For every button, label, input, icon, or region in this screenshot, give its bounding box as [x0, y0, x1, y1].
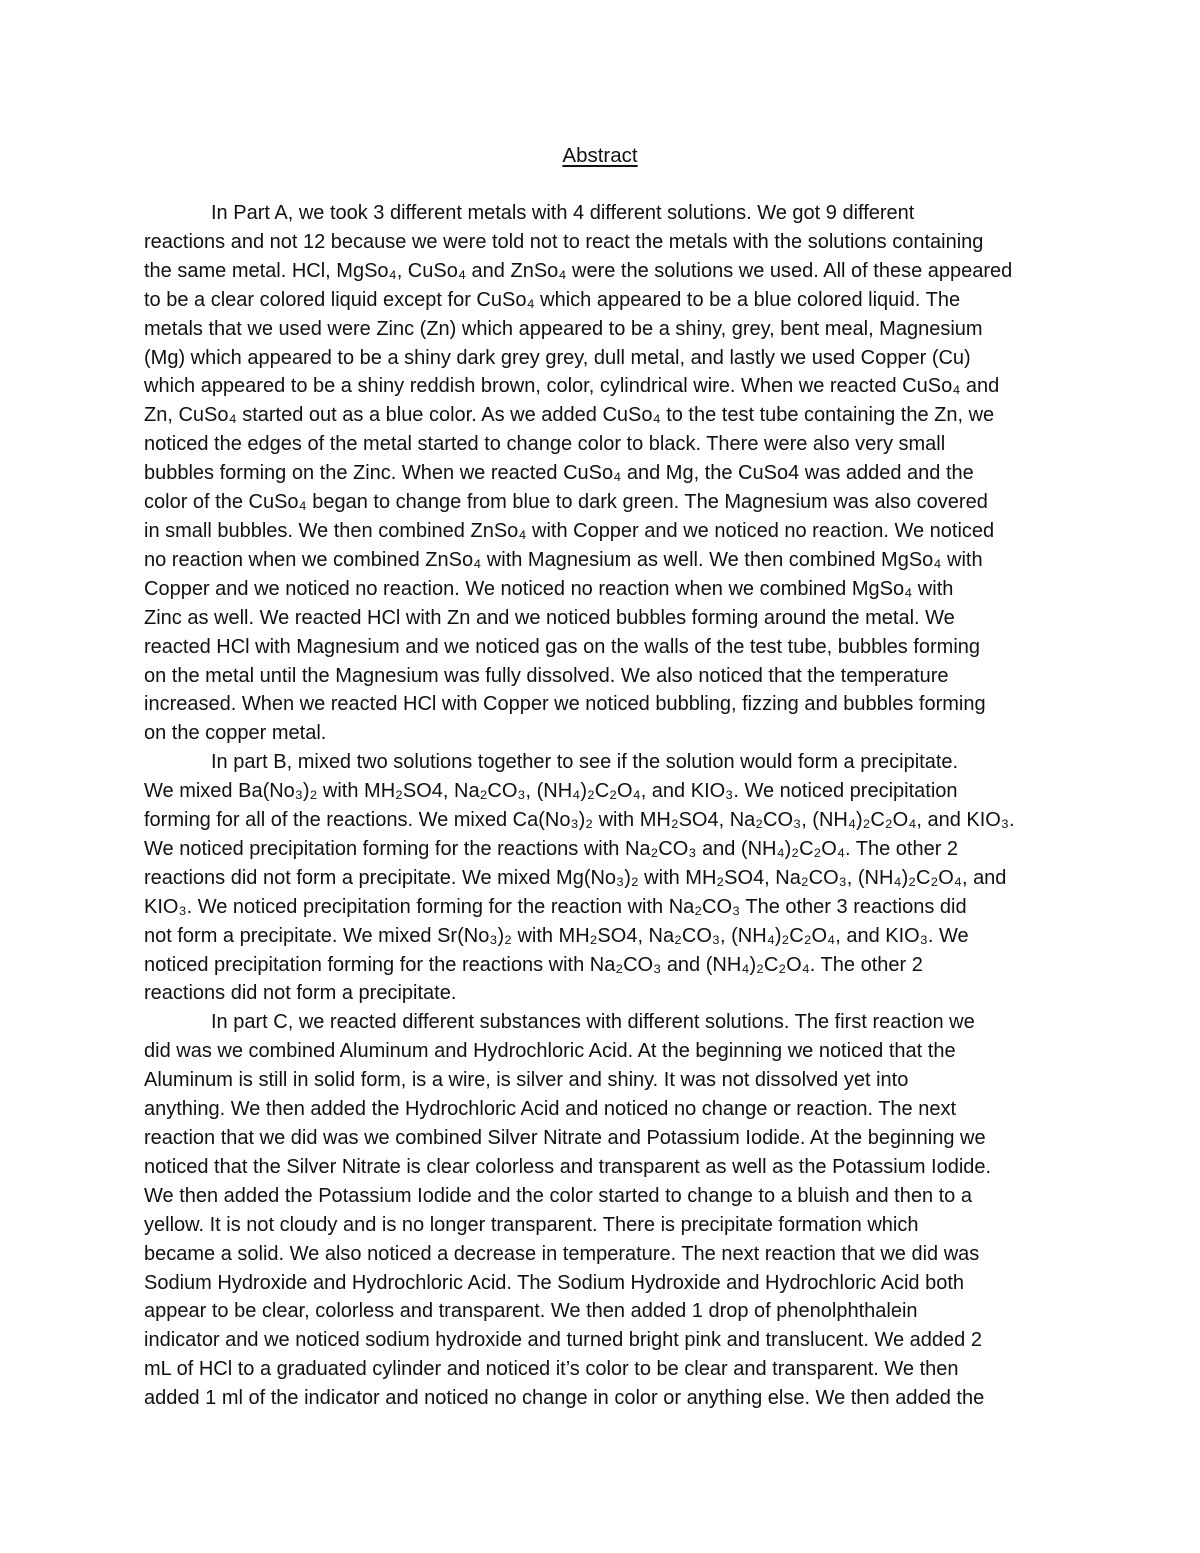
document-title [0, 141, 1200, 170]
paragraph-part-a: In Part A, we took 3 different metals with 4 different solutions. We got 9 different reactions and not 12 because we were told not to react the metals with the solutions containing the same metal. HCl, MgSo₄, CuSo₄ and ZnSo₄ were the solutions we used. All of these appeared to be a clear colored liquid except for CuSo₄ which appeared to be a blue colored liquid. The metals that we used were Zinc (Zn) which appeared to be a shiny, grey, bent meal, Magnesium (Mg) which appeared to be a shiny dark grey grey, dull metal, and lastly we used Copper (Cu) which appeared to be a shiny reddish brown, color, cylindrical wire. When we reacted CuSo₄ and Zn, CuSo₄ started out as a blue color. As we added CuSo₄ to the test tube containing the Zn, we noticed the edges of the metal started to change color to black. There were also very small bubbles forming on the Zinc. When we reacted CuSo₄ and Mg, the CuSo4 was added and the color of the CuSo₄ began to change from blue to dark green. The Magnesium was also covered in small bubbles. We then combined ZnSo₄ with Copper and we noticed no reaction. We noticed no reaction when we combined ZnSo₄ with Magnesium as well. We then combined MgSo₄ with Copper and we noticed no reaction. We noticed no reaction when we combined MgSo₄ with Zinc as well. We reacted HCl with Zn and we noticed bubbles forming around the metal. We reacted HCl with Magnesium and we noticed gas on the walls of the test tube, bubbles forming on the metal until the Magnesium was fully dissolved. We also noticed that the temperature increased. When we reacted HCl with Copper we noticed bubbling, fizzing and bubbles forming on the copper metal. [144, 202, 1013, 745]
paragraph-part-b: In part B, mixed two solutions together to see if the solution would form a precipitate. We mixed Ba(No₃)₂ with MH₂SO4, Na₂CO₃, (NH₄)₂C₂O₄, and KIO₃. We noticed precipitation forming for all of the reactions. We mixed Ca(No₃)₂ with MH₂SO4, Na₂CO₃, (NH₄)₂C₂O₄, and KIO₃. We noticed precipitation forming for the reactions with Na₂CO₃ and (NH₄)₂C₂O₄. The other 2 reactions did not form a precipitate. We mixed Mg(No₃)₂ with MH₂SO4, Na₂CO₃, (NH₄)₂C₂O₄, and KIO₃. We noticed precipitation forming for the reaction with Na₂CO₃ The other 3 reactions did not form a precipitate. We mixed Sr(No₃)₂ with MH₂SO4, Na₂CO₃, (NH₄)₂C₂O₄, and KIO₃. We noticed precipitation forming for the reactions with Na₂CO₃ and (NH₄)₂C₂O₄. The other 2 reactions did not form a precipitate. [144, 751, 1015, 1005]
document-title-text: Abstract [562, 144, 638, 167]
document-body [144, 199, 1064, 1413]
paragraph-part-c: In part C, we reacted different substances with different solutions. The first reaction we did was we combined Aluminum and Hydrochloric Acid. At the beginning we noticed that the Aluminum is still in solid form, is a wire, is silver and shiny. It was not dissolved yet into anything. We then added the Hydrochloric Acid and noticed no change or reaction. The next reaction that we did was we combined Silver Nitrate and Potassium Iodide. At the beginning we noticed that the Silver Nitrate is clear colorless and transparent as well as the Potassium Iodide. We then added the Potassium Iodide and the color started to change to a bluish and then to a yellow. It is not cloudy and is no longer transparent. There is precipitate formation which became a solid. We also noticed a decrease in temperature. The next reaction that we did was Sodium Hydroxide and Hydrochloric Acid. The Sodium Hydroxide and Hydrochloric Acid both appear to be clear, colorless and transparent. We then added 1 drop of phenolphthalein indicator and we noticed sodium hydroxide and turned bright pink and translucent. We added 2 mL of HCl to a graduated cylinder and noticed it’s color to be clear and transparent. We then added 1 ml of the indicator and noticed no change in color or anything else. We then added the [144, 1011, 992, 1410]
